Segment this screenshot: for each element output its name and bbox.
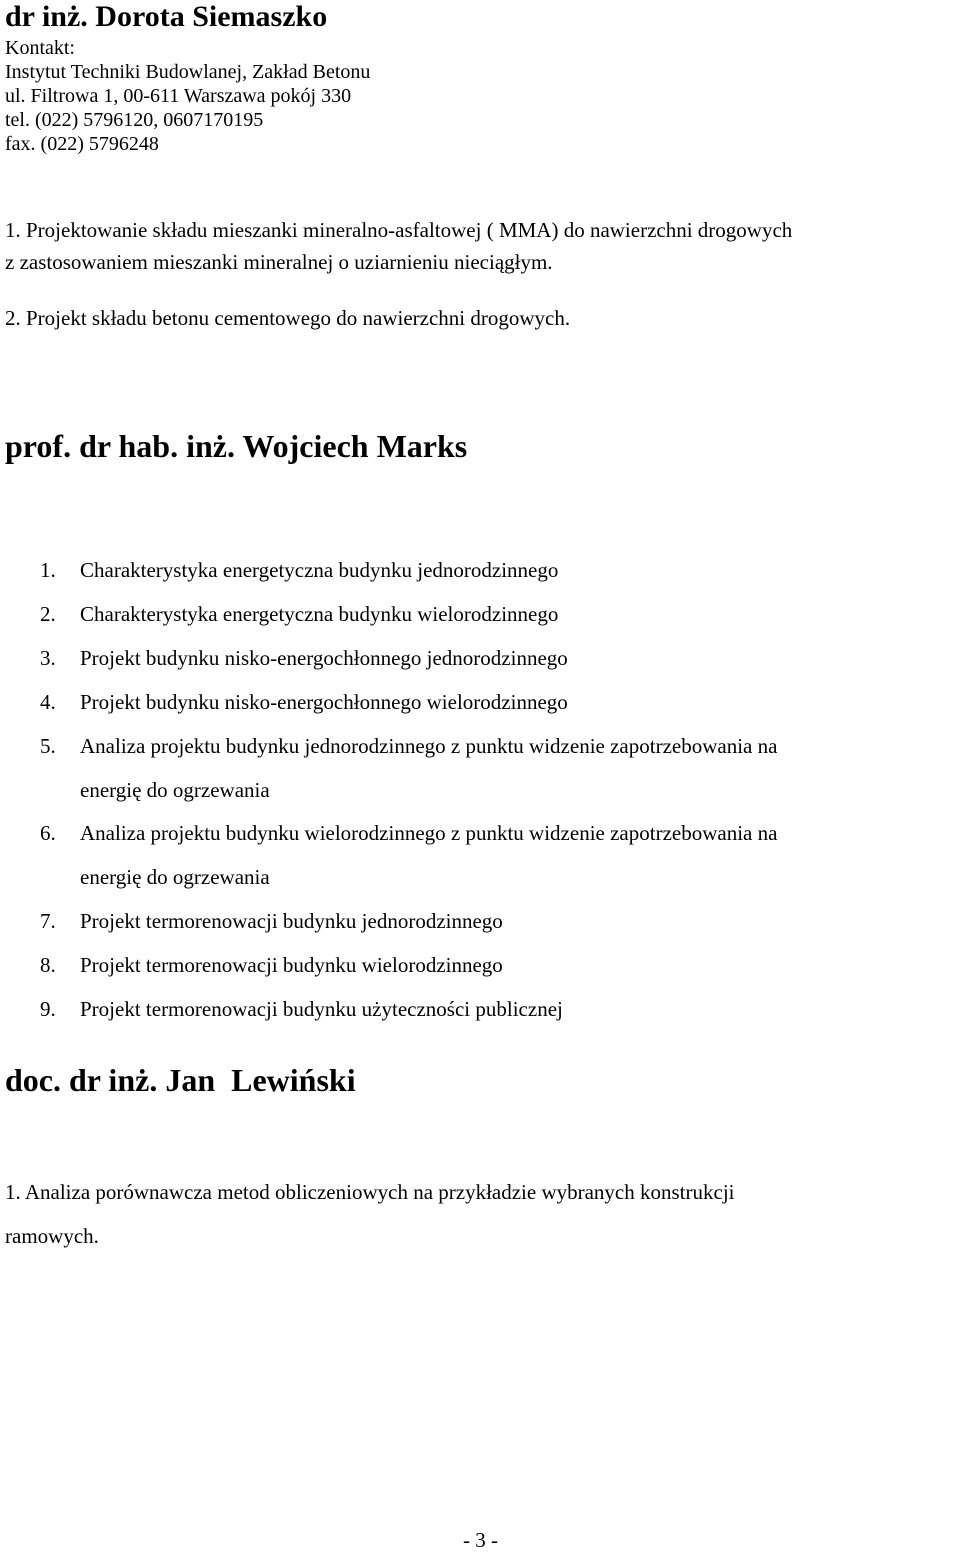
list-text: Analiza projektu budynku wielorodzinnego z punktu widzenie zapotrzebowania na [80,821,778,845]
contact-line-phone: tel. (022) 5796120, 0607170195 [5,109,264,131]
list-text-continuation: energię do ogrzewania [80,865,270,889]
list-number: 6. [40,821,56,845]
list-number: 8. [40,953,56,977]
contact-line-fax: fax. (022) 5796248 [5,133,159,155]
list-text: Projekt termorenowacji budynku użyteczności publicznej [80,997,563,1021]
s1-item-1-line-2: z zastosowaniem mieszanki mineralnej o uziarnieniu nieciągłym. [5,250,553,274]
page-number: - 3 - [463,1528,498,1552]
s2-list-item [40,951,503,979]
list-text: Projekt budynku nisko-energochłonnego wielorodzinnego [80,690,568,714]
s3-item-1-line-1: 1. Analiza porównawcza metod obliczeniowych na przykładzie wybranych konstrukcji [5,1180,735,1204]
s2-list-item [40,556,558,584]
list-text: Charakterystyka energetyczna budynku wielorodzinnego [80,602,559,626]
list-number: 5. [40,734,56,758]
s2-list-item [40,644,568,672]
s2-list-item [40,688,568,716]
list-text: Projekt budynku nisko-energochłonnego jednorodzinnego [80,646,568,670]
s1-item-1-line-1: 1. Projektowanie składu mieszanki mineralno-asfaltowej ( MMA) do nawierzchni drogowych [5,218,793,242]
list-number: 3. [40,646,56,670]
list-text: Projekt termorenowacji budynku jednorodzinnego [80,909,503,933]
s2-list-item [40,819,777,847]
s2-list-item [40,995,563,1023]
contact-label: Kontakt: [5,37,75,59]
list-number: 2. [40,602,56,626]
heading-dorota-siemaszko: dr inż. Dorota Siemaszko [5,0,328,33]
contact-line-address: ul. Filtrowa 1, 00-611 Warszawa pokój 330 [5,85,352,107]
s3-item-1-line-2: ramowych. [5,1224,99,1248]
s2-list-item [40,600,558,628]
contact-line-institute: Instytut Techniki Budowlanej, Zakład Betonu [5,61,371,83]
list-text: Charakterystyka energetyczna budynku jednorodzinnego [80,558,559,582]
list-number: 7. [40,909,56,933]
list-number: 1. [40,558,56,582]
list-text-continuation: energię do ogrzewania [80,778,270,802]
s1-item-2: 2. Projekt składu betonu cementowego do nawierzchni drogowych. [5,306,571,330]
s2-list-item [40,732,777,760]
heading-wojciech-marks: prof. dr hab. inż. Wojciech Marks [5,428,468,464]
s2-list-item [40,907,503,935]
list-text: Analiza projektu budynku jednorodzinnego z punktu widzenie zapotrzebowania na [80,734,778,758]
list-number: 9. [40,997,56,1021]
list-number: 4. [40,690,56,714]
list-text: Projekt termorenowacji budynku wielorodzinnego [80,953,503,977]
heading-jan-lewinski: doc. dr inż. Jan Lewiński [5,1062,356,1098]
